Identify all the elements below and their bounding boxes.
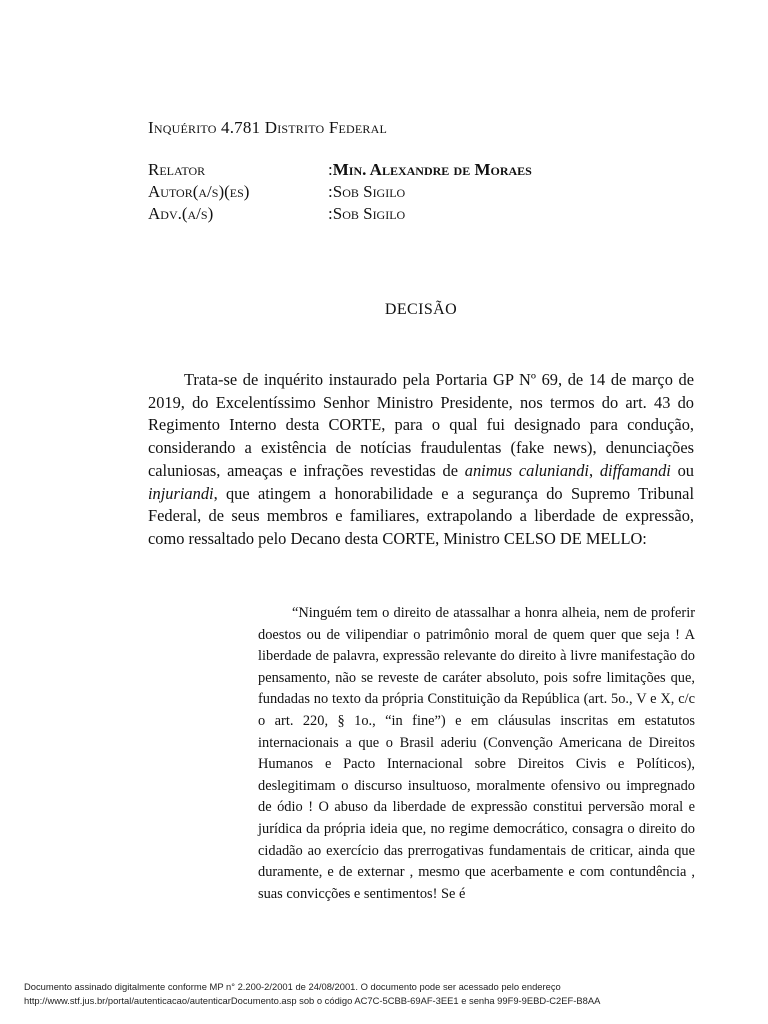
header-label-relator: Relator xyxy=(148,160,206,179)
header-label-adv: Adv.(a/s) xyxy=(148,204,214,223)
header-separator: : xyxy=(328,204,333,223)
header-row-autor xyxy=(148,182,405,202)
header-label-autor: Autor(a/s)(es) xyxy=(148,182,250,201)
header-separator: : xyxy=(328,160,333,179)
footer-line-signature: Documento assinado digitalmente conforme MP n° 2.200-2/2001 de 24/08/2001. O documento pode ser acessado pelo endereço xyxy=(24,981,561,992)
latin-term: diffamandi xyxy=(599,460,671,480)
header-value-autor: Sob Sigilo xyxy=(332,182,406,201)
body-text: ou xyxy=(670,460,695,480)
header-separator: : xyxy=(328,182,333,201)
latin-term: animus caluniandi xyxy=(464,460,589,480)
block-quote: “Ninguém tem o direito de atassalhar a honra alheia, nem de proferir doestos ou de vilipendiar o patrimônio moral de quem quer que seja ! A liberdade de palavra, expressão relevante do direito à livre manifestação do pensamento, não se reveste de caráter absoluto, pois sofre limitações que, fundadas no texto da própria Constituição da República (art. 5o., V e X, c/c o art. 220, § 1o., “in fine”) e em cláusulas inscritas em estatutos internacionais a que o Brasil aderiu (Convenção Americana de Direitos Humanos e Pacto Internacional sobre Direitos Civis e Políticos), deslegitimam o discurso insultuoso, moralmente ofensivo ou impregnado de ódio ! O abuso da liberdade de expressão constitui perversão moral e jurídica da própria ideia que, no regime democrático, consagra o direito do cidadão ao exercício das prerrogativas fundamentais de criticar, ainda que duramente, e de externar , mesmo que acerbamente e com contundência , suas convicções e sentimentos! Se é xyxy=(258,605,695,902)
body-text: , que atingem a honorabilidade e a segurança do Supremo Tribunal Federal, de seus membros e familiares, extrapolando a liberdade de expressão, como ressaltado pelo Decano desta CORTE, Ministro CELSO DE MELLO: xyxy=(148,483,694,548)
body-text: , xyxy=(588,460,600,480)
header-value-adv: Sob Sigilo xyxy=(332,204,406,223)
header-row-adv xyxy=(148,204,405,224)
case-title: Inquérito 4.781 Distrito Federal xyxy=(148,118,388,137)
signature-footer xyxy=(24,980,754,1008)
section-title: DECISÃO xyxy=(384,301,458,318)
footer-line-verification-url[interactable]: http://www.stf.jus.br/portal/autenticacao/autenticarDocumento.asp sob o código AC7C-5CBB-69AF-3EE1 e senha 99F9-9EBD-C2EF-B8AA xyxy=(24,995,601,1006)
body-paragraph xyxy=(148,369,694,551)
body-text: Trata-se de inquérito instaurado pela Portaria GP Nº 69, de 14 de março de 2019, do Excelentíssimo Senhor Ministro Presidente, nos termos do art. 43 do Regimento Interno desta CORTE, para o qual fui designado para condução, considerando a existência de notícias fraudulentas (fake news), denunciações caluniosas, ameaças e infrações revestidas de xyxy=(148,370,694,480)
header-value-relator: Min. Alexandre de Moraes xyxy=(332,160,532,179)
latin-term: injuriandi xyxy=(148,483,214,503)
header-row-relator xyxy=(148,160,532,180)
